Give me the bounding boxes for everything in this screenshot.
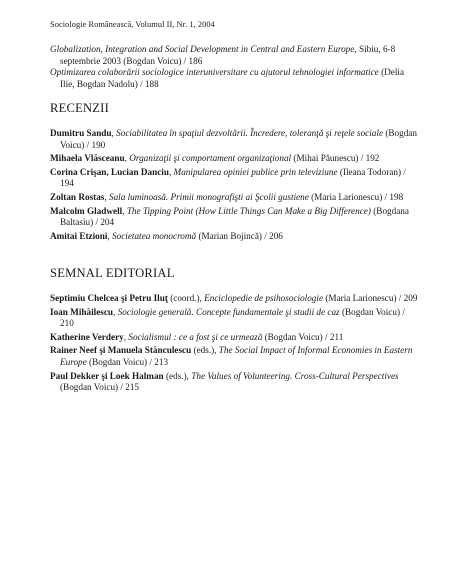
list-item: Zoltan Rostas, Sala luminoasă. Primii monografişti ai Şcolii gustiene (Maria Larionescu) / 198 [50, 191, 404, 202]
entry-title: Manipularea opiniei publice prin televiziune [173, 166, 338, 177]
entry-title: The Values of Volunteering. Cross-Cultural Perspectives [191, 370, 399, 381]
entry-reviewer-page: (Bogdan Voicu) / 210 [60, 306, 405, 329]
section-heading-semnal-editorial: SEMNAL EDITORIAL [50, 266, 175, 280]
entry-role: (coord.), [167, 293, 205, 303]
entry-reviewer-page: (Bogdan Voicu) / 215 [60, 382, 140, 393]
entry-title: Sociabilitatea în spaţiul dezvoltării. Încredere, toleranţă şi reţele sociale [116, 128, 384, 138]
list-item [50, 293, 420, 305]
list-item: Malcolm Gladwell, The Tipping Point (How Little Things Can Make a Big Difference) (Bogdana Baltasiu) / 204 [50, 205, 409, 228]
entry-reviewer-page: (Ileana Todoran) / 194 [60, 166, 406, 189]
list-item [50, 332, 420, 344]
entry-author: Mihaela Vlăsceanu [50, 153, 125, 164]
entry-role: (eds.), [191, 345, 219, 356]
entry-role: , [113, 306, 118, 317]
entry-reviewer-page: (Maria Larionescu) / 198 [308, 191, 404, 202]
entry-reviewer-page: (Bogdan Voicu) / 190 [60, 128, 417, 150]
entry-author: Rainer Neef şi Manuela Stănculescu [50, 345, 192, 356]
list-item: Amitai Etzioni, Societatea monocromă (Marian Bojincă) / 206 [50, 230, 283, 241]
entry-role: , [123, 331, 129, 342]
entry-reviewer-page: (Mihai Păunescu) / 192 [291, 153, 380, 164]
entry-title: Globalization, Integration and Social Development in Central and Eastern Europe [50, 44, 355, 54]
top-entries [50, 44, 420, 90]
entry-author: Malcolm Gladwell [50, 205, 123, 216]
entry-author: Septimiu Chelcea şi Petru Iluţ [50, 293, 168, 303]
entry-title: Enciclopedie de psihosociologie [204, 293, 324, 303]
list-item [50, 345, 420, 368]
entry-title: Societatea monocromă [112, 230, 197, 241]
entry-reviewer-page: (Bogdana Baltasiu) / 204 [60, 205, 409, 228]
entry-reviewer-page: , Sibiu, 6-8 septembrie 2003 (Bogdan Voicu) / 186 [60, 44, 396, 66]
entry-title: The Tipping Point (How Little Things Can Make a Big Difference) [126, 205, 371, 216]
list-item: Dumitru Sandu, Sociabilitatea în spaţiul dezvoltării. Încredere, toleranţă şi reţele sociale (Bogdan Voicu) / 190 [50, 128, 417, 150]
entry-reviewer-page: (Bogdan Voicu) / 211 [262, 331, 344, 342]
list-item [50, 67, 420, 90]
entry-title: Sala luminoasă. Primii monografişti ai Şcolii gustiene [108, 191, 309, 202]
section-heading-recenzii: RECENZII [50, 101, 109, 115]
entry-reviewer-page: (Maria Larionescu) / 209 [323, 293, 418, 303]
entry-reviewer-page: (Delia Ilie, Bogdan Nadolu) / 188 [60, 67, 405, 89]
entry-author: Zoltan Rostas [50, 191, 105, 202]
list-item [50, 371, 420, 394]
entry-reviewer-page: (Marian Bojincă) / 206 [196, 230, 283, 241]
entry-title: The Social Impact of Informal Economies in Eastern Europe [60, 345, 413, 367]
entry-title: Optimizarea colaborării sociologice interuniversitare cu ajutorul tehnologiei informatice [50, 67, 379, 78]
recenzii-list [50, 128, 420, 242]
entry-author: Corina Crişan, Lucian Danciu [50, 166, 169, 177]
list-item [50, 44, 420, 67]
list-item: Corina Crişan, Lucian Danciu, Manipularea opiniei publice prin televiziune (Ileana Todoran) / 194 [50, 166, 406, 189]
entry-title: Socialismul : ce a fost şi ce urmează [128, 331, 263, 342]
list-item: Mihaela Vlăsceanu, Organizaţii şi comportament organizaţional (Mihai Păunescu) / 192 [50, 153, 380, 164]
entry-role: (eds.), [163, 370, 192, 381]
entry-title: Organizaţii şi comportament organizaţional [129, 153, 292, 164]
entry-author: Dumitru Sandu [50, 128, 112, 138]
entry-reviewer-page: (Bogdan Voicu) / 213 [86, 356, 169, 367]
entry-author: Katherine Verdery [50, 331, 124, 342]
entry-title: Sociologie generală. Concepte fundamentale şi studii de caz [117, 306, 340, 317]
entry-author: Paul Dekker şi Loek Halman [50, 370, 164, 381]
semnal-editorial-list [50, 293, 420, 394]
entry-author: Amitai Etzioni [50, 230, 108, 241]
list-item [50, 307, 420, 330]
entry-author: Ioan Mihăilescu [50, 306, 114, 317]
running-head: Sociologie Românească, Volumul II, Nr. 1, 2004 [50, 20, 215, 29]
